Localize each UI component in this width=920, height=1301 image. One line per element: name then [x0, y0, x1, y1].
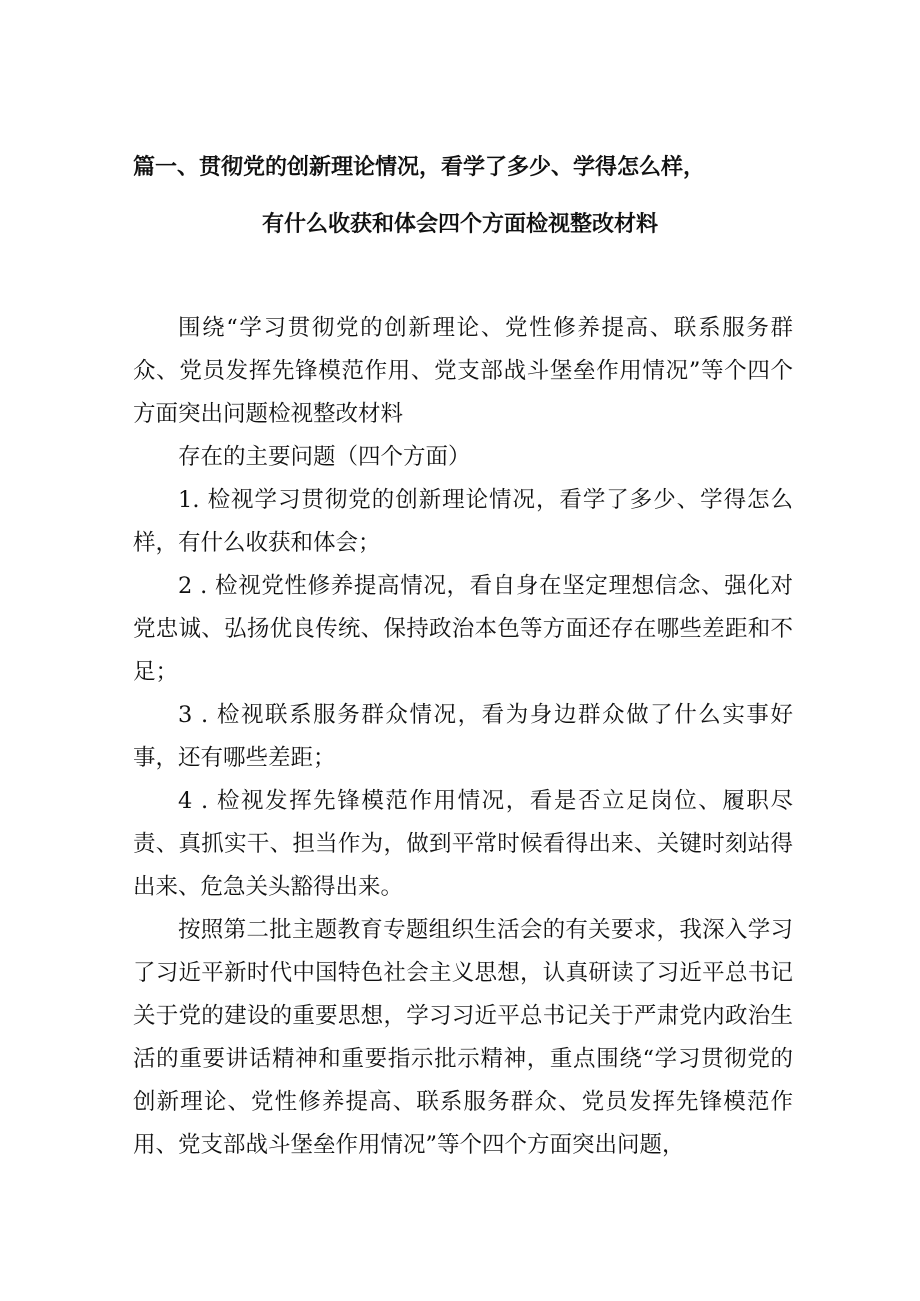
document-title-line-1: 篇一、贯彻党的创新理论情况，看学了多少、学得怎么样，	[133, 155, 706, 180]
paragraph-text: 围绕“学习贯彻党的创新理论、党性修养提高、联系服务群众、党员发挥先锋模范作用、党支部战斗堡垒作用情况”等个四个方面突出问题检视整改材料	[133, 315, 793, 427]
list-item-3	[133, 694, 793, 780]
list-item-4	[133, 780, 793, 909]
list-item-2	[133, 565, 793, 694]
paragraph-text: 按照第二批主题教育专题组织生活会的有关要求，我深入学习了习近平新时代中国特色社会主义思想，认真研读了习近平总书记关于党的建设的重要思想，学习习近平总书记关于严肃党内政治生活的重要讲话精神和重要指示批示精神，重点围绕“学习贯彻党的创新理论、党性修养提高、联系服务群众、党员发挥先锋模范作用、党支部战斗堡垒作用情况”等个四个方面突出问题，	[133, 917, 793, 1158]
section-heading-paragraph	[133, 436, 793, 479]
closing-paragraph	[133, 909, 793, 1167]
document-title-line-2: 有什么收获和体会四个方面检视整改材料	[261, 212, 658, 237]
intro-paragraph	[133, 307, 793, 436]
paragraph-text: 1. 检视学习贯彻党的创新理论情况，看学了多少、学得怎么样，有什么收获和体会；	[133, 487, 793, 556]
list-item-1	[133, 479, 793, 565]
paragraph-text: 2 . 检视党性修养提高情况，看自身在坚定理想信念、强化对党忠诚、弘扬优良传统、保持政治本色等方面还存在哪些差距和不足；	[133, 573, 793, 685]
paragraph-text: 存在的主要问题（四个方面）	[178, 444, 471, 470]
paragraph-text: 4 . 检视发挥先锋模范作用情况，看是否立足岗位、履职尽责、真抓实干、担当作为，做到平常时候看得出来、关键时刻站得出来、危急关头豁得出来。	[133, 788, 793, 900]
paragraph-text: 3 . 检视联系服务群众情况，看为身边群众做了什么实事好事，还有哪些差距；	[133, 702, 793, 771]
